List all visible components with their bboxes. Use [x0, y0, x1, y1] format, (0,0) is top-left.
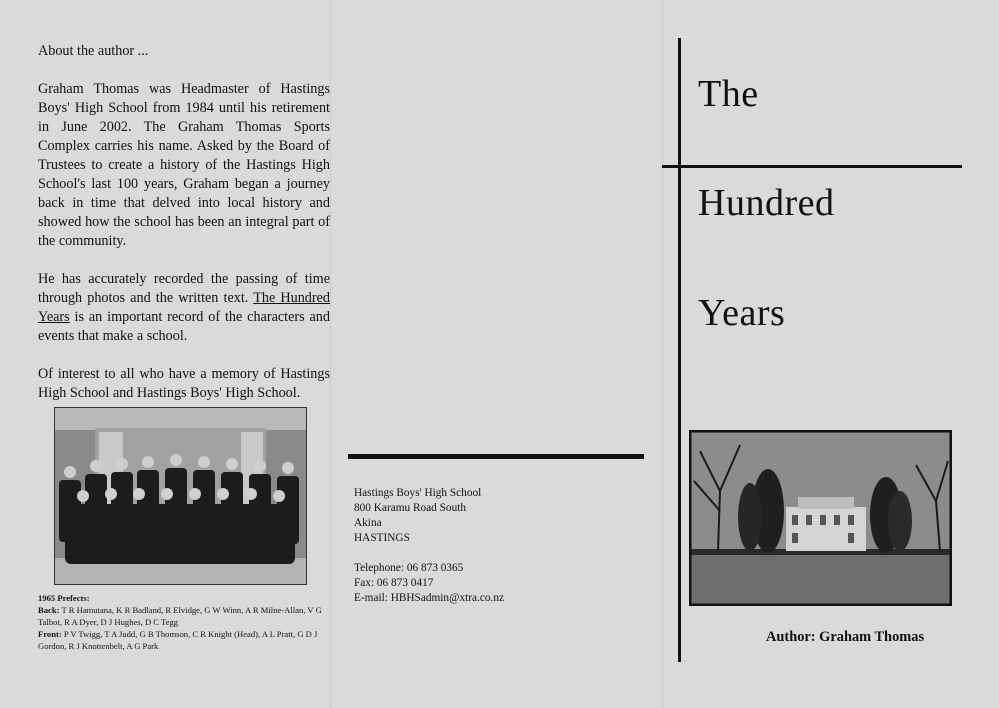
telephone: Telephone: 06 873 0365: [354, 562, 464, 574]
fold-line-right: [662, 0, 663, 708]
author-bio-paragraph: Graham Thomas was Headmaster of Hastings Boys' High School from 1984 until his retirement in June 2002. The Graham Thomas Sports Complex carries his name. Asked by the Board of Trustees to create a history of the Hastings High School's last 100 years, Graham began a journey back in time that delved into local history and showed how the school has been an integral part of the community.: [38, 81, 330, 249]
cover-horizontal-rule: [662, 165, 962, 168]
about-author-heading: About the author ...: [38, 43, 149, 59]
cover-title-line1: The: [698, 73, 759, 115]
address-divider-rule: [348, 454, 644, 459]
book-title-underlined: The Hundred Years: [38, 290, 330, 325]
prefects-photo: [54, 407, 307, 585]
interest-paragraph: Of interest to all who have a memory of Hastings High School and Hastings Boys' High School.: [38, 366, 330, 401]
fold-line-left: [330, 0, 331, 708]
about-author-section: [38, 42, 330, 422]
fax: Fax: 06 873 0417: [354, 577, 434, 589]
prefects-photo-graphic: [55, 408, 306, 584]
caption-front-names: P V Twigg, T A Judd, G B Thomson, C R Knight (Head), A L Pratt, G D J Gordon, R J Knottenbelt, A G Park: [38, 629, 318, 651]
photo-caption: [38, 592, 330, 652]
city: HASTINGS: [354, 532, 410, 544]
description-text-end: is an important record of the characters and events that make a school.: [38, 309, 330, 344]
email-address: E-mail: HBHSadmin@xtra.co.nz: [354, 592, 505, 604]
school-name: Hastings Boys' High School: [354, 487, 482, 499]
book-description-paragraph: [38, 270, 330, 346]
street-address: 800 Karamu Road South: [354, 502, 467, 514]
school-contact-block: [354, 486, 644, 606]
caption-back-names: T R Hamutana, K R Badland, R Elvidge, G W Winn, A R Milne-Allan, V G Talbot, R A Dyer, D J Hughes, D C Tegg: [38, 605, 322, 627]
school-building-photo: [689, 430, 952, 606]
caption-back-label: Back:: [38, 605, 60, 615]
caption-title: 1965 Prefects:: [38, 593, 90, 603]
school-building-graphic: [690, 431, 951, 605]
description-text-start: He has accurately recorded the passing of time through photos and the written text.: [38, 271, 330, 306]
cover-vertical-rule: [678, 38, 681, 662]
spacer: [354, 546, 644, 561]
suburb: Akina: [354, 517, 382, 529]
cover-author: Author: Graham Thomas: [766, 629, 925, 645]
caption-front-label: Front:: [38, 629, 62, 639]
cover-title-line3: Years: [698, 292, 786, 334]
cover-title-line2: Hundred: [698, 182, 835, 224]
